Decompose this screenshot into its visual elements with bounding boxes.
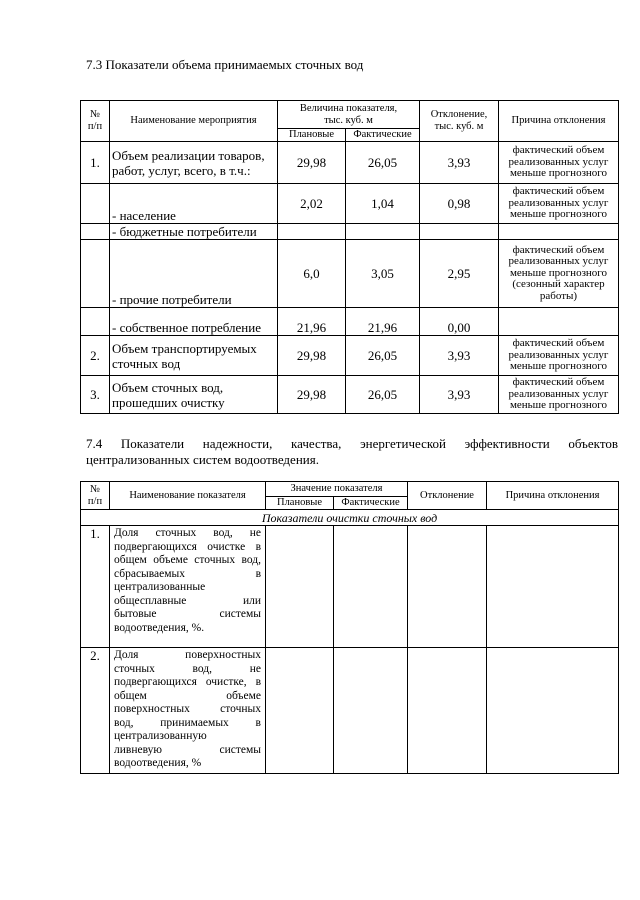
table-row: 2. Объем транспортируемых сточных вод 29,98 26,05 3,93 фактический объем реализованных услуг меньше прогнозного bbox=[81, 336, 619, 376]
section-7-4-heading: 7.4 Показатели надежности, качества, энергетической эффективности объектов централизованных систем водоотведения. bbox=[86, 436, 618, 467]
table-row: - собственное потребление 21,96 21,96 0,00 bbox=[81, 308, 619, 336]
header-value: Значение показателя bbox=[266, 482, 408, 497]
header-planned: Плановые bbox=[278, 129, 346, 142]
header-value: Величина показателя, тыс. куб. м bbox=[278, 101, 420, 129]
header-name: Наименование показателя bbox=[110, 482, 266, 510]
table-row: - бюджетные потребители bbox=[81, 224, 619, 240]
header-reason: Причина отклонения bbox=[487, 482, 619, 510]
header-deviation: Отклонение, тыс. куб. м bbox=[420, 101, 499, 142]
table-row: - прочие потребители 6,0 3,05 2,95 фактический объем реализованных услуг меньше прогнозного (сезонный характер работы) bbox=[81, 240, 619, 308]
header-num: № п/п bbox=[81, 101, 110, 142]
table-row: 3. Объем сточных вод, прошедших очистку 29,98 26,05 3,93 фактический объем реализованных услуг меньше прогнозного bbox=[81, 376, 619, 414]
header-actual: Фактические bbox=[334, 497, 408, 510]
table-row: 1. Доля сточных вод, не подвергающихся очистке в общем объеме сточных вод, сбрасываемых в централизованные общесплавные или бытовые системы водоотведения, %. bbox=[81, 526, 619, 648]
reliability-indicators-table bbox=[80, 481, 619, 774]
subsection-title: Показатели очистки сточных вод bbox=[81, 510, 619, 526]
table-row: 2. Доля поверхностных сточных вод, не подвергающихся очистке, в общем объеме поверхностных сточных вод, принимаемых в централизованную ливневую системы водоотведения, % bbox=[81, 648, 619, 774]
header-actual: Фактические bbox=[346, 129, 420, 142]
section-7-3-heading: 7.3 Показатели объема принимаемых сточных вод bbox=[86, 57, 364, 72]
table-row: - население 2,02 1,04 0,98 фактический объем реализованных услуг меньше прогнозного bbox=[81, 184, 619, 224]
header-num: № п/п bbox=[81, 482, 110, 510]
header-planned: Плановые bbox=[266, 497, 334, 510]
wastewater-volume-table bbox=[80, 100, 619, 414]
table-row: 1. Объем реализации товаров, работ, услуг, всего, в т.ч.: 29,98 26,05 3,93 фактический объем реализованных услуг меньше прогнозного bbox=[81, 142, 619, 184]
header-reason: Причина отклонения bbox=[499, 101, 619, 142]
header-name: Наименование мероприятия bbox=[110, 101, 278, 142]
header-deviation: Отклонение bbox=[408, 482, 487, 510]
